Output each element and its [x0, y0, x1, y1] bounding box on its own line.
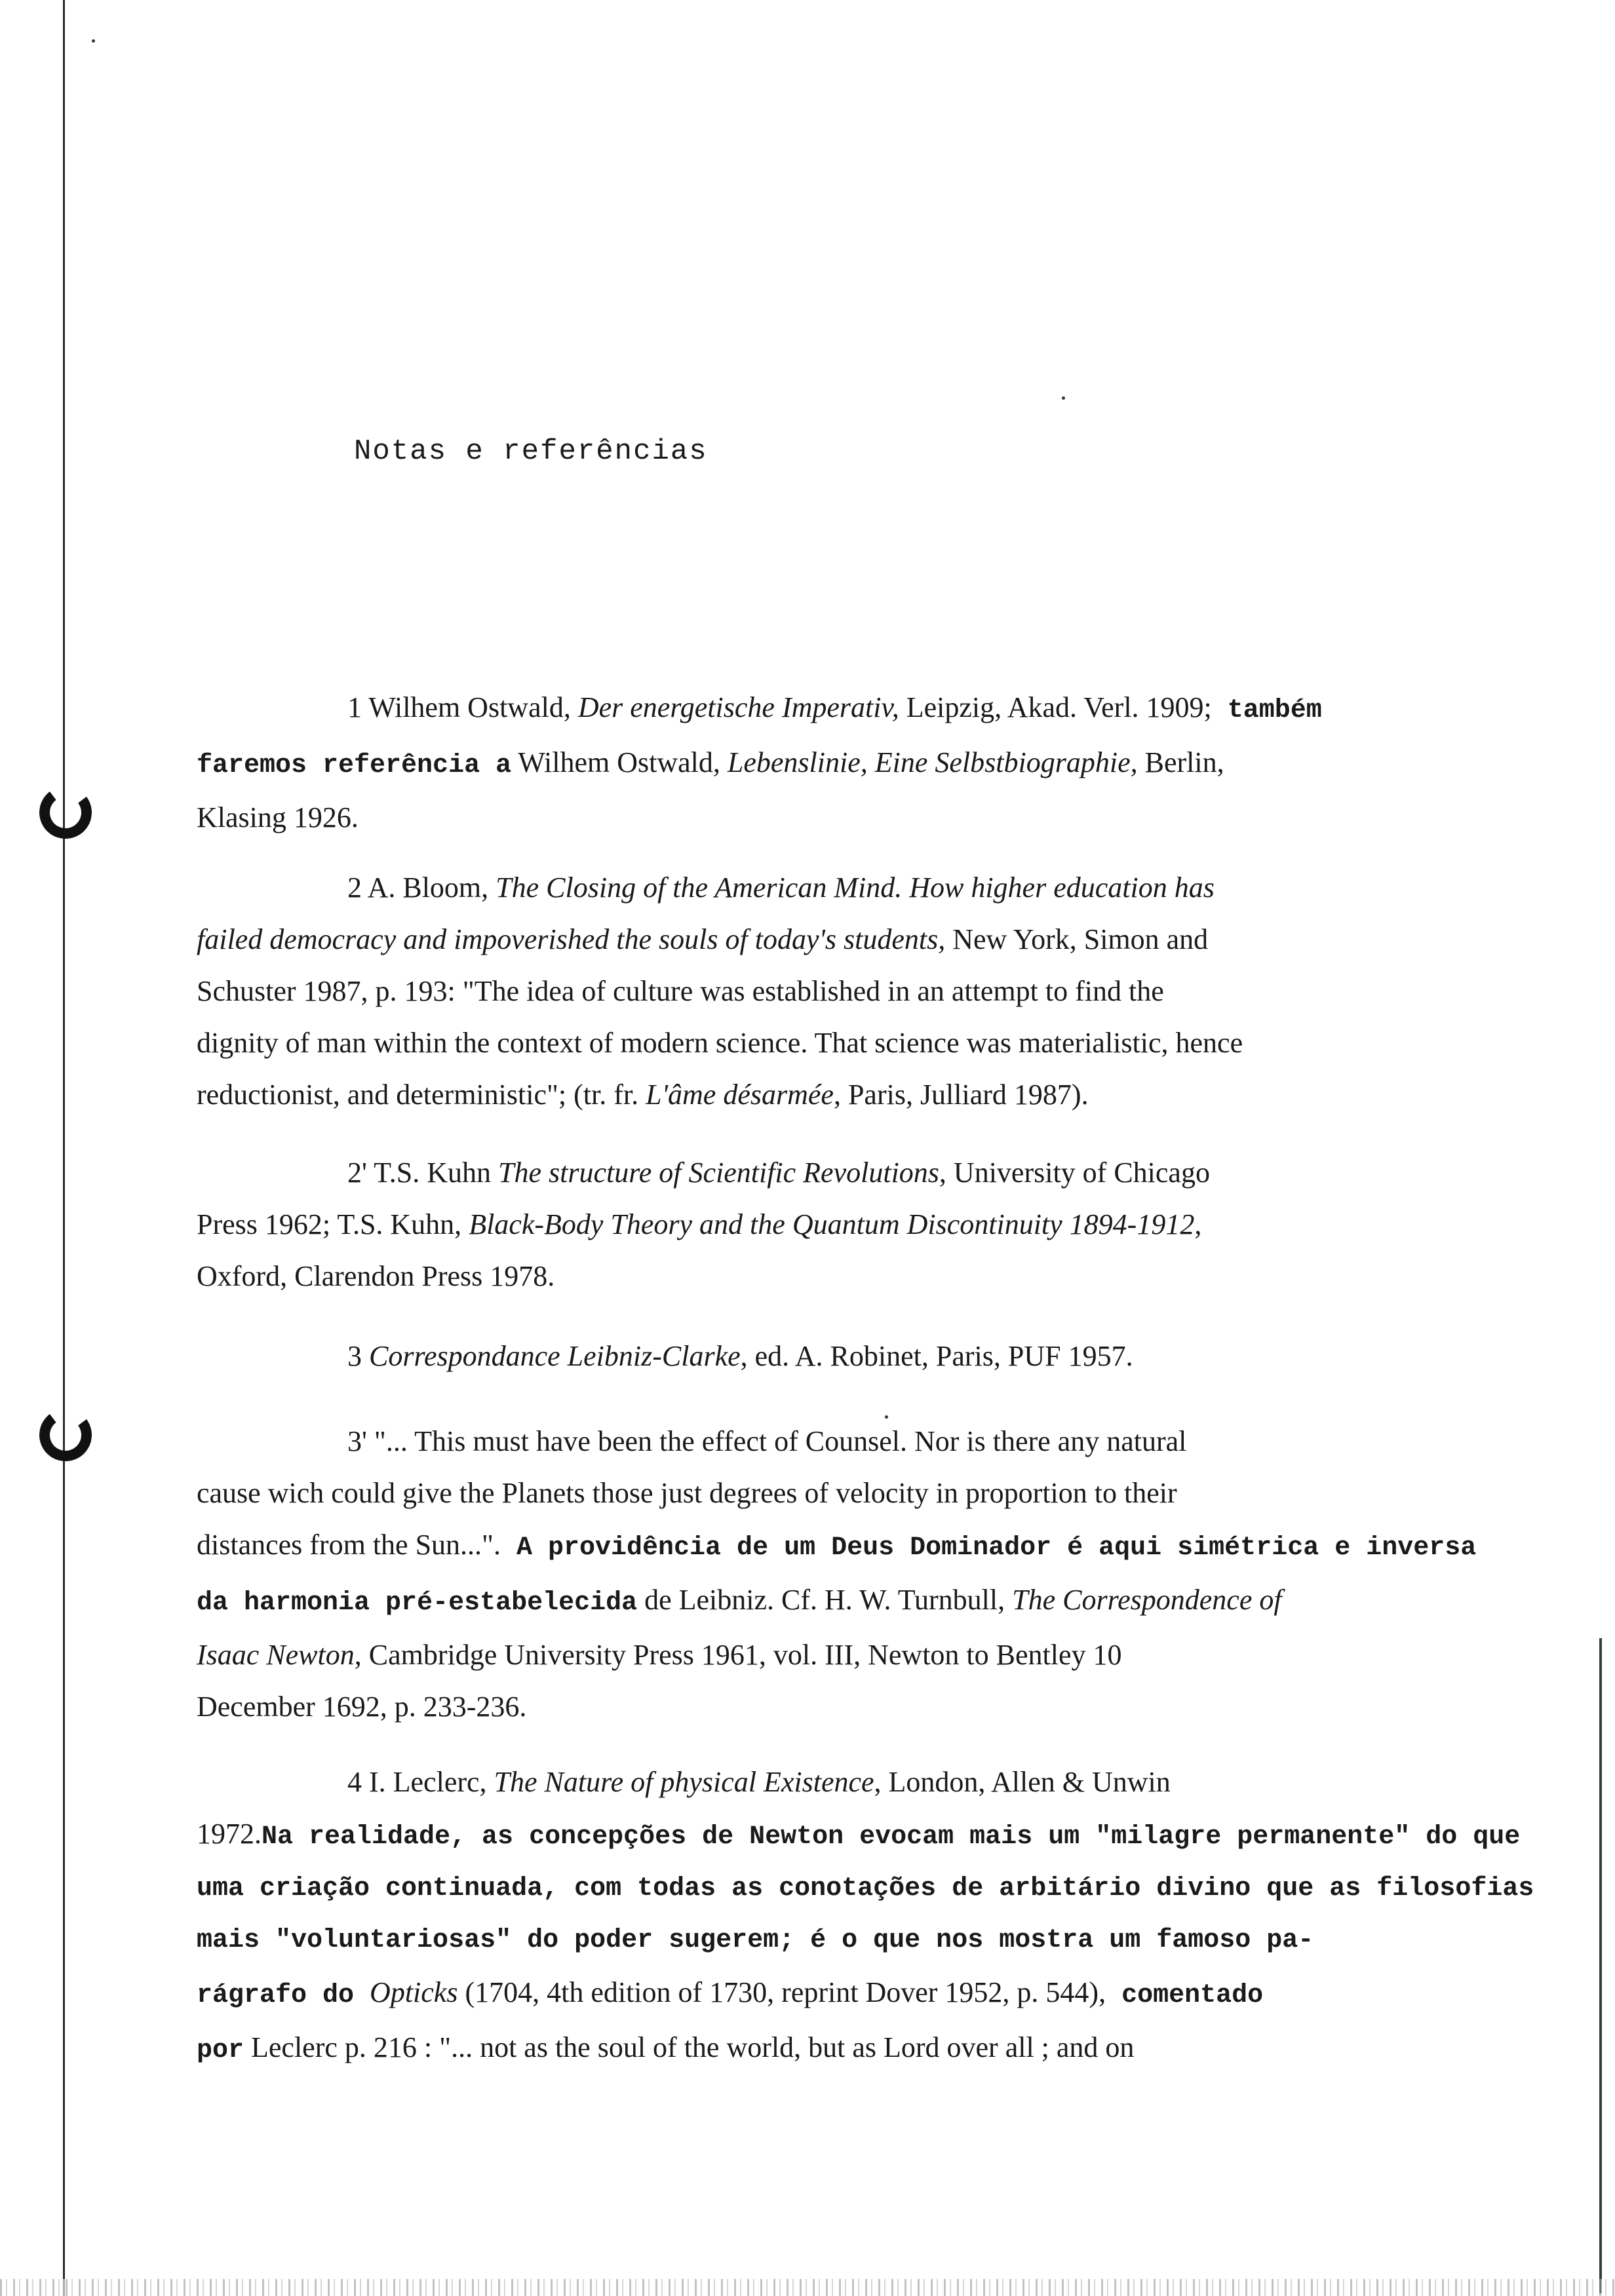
- scan-bottom-edge: [0, 2279, 1615, 2296]
- page-left-edge: [63, 0, 65, 2296]
- scan-speck: [92, 39, 95, 43]
- punch-hole-bottom: [36, 1406, 95, 1464]
- note-2: 2 A. Bloom, The Closing of the American Mind. How higher education has failed democracy and impoverished the souls of today's students, New York, Simon and Schuster 1987, p. 193: "The idea of culture was established in an attempt to find the dignity of man within the context of modern science. That science was materialistic, hence reductionist, and deterministic"; (tr. fr. L'âme désarmée, Paris, Julliard 1987).: [197, 871, 1243, 1111]
- scan-speck: [1062, 396, 1065, 400]
- page-heading: Notas e referências: [354, 435, 708, 468]
- note-2-prime: 2' T.S. Kuhn The structure of Scientific Revolutions, University of Chicago Press 1962; T.S. Kuhn, Black-Body Theory and the Quantum Discontinuity 1894-1912, Oxford, Clarendon Press 1978.: [197, 1157, 1210, 1292]
- note-4: 4 I. Leclerc, The Nature of physical Existence, London, Allen & Unwin 1972.Na realidade, as concepções de Newton evocam mais um "milagre permanente" do que uma criação continuada, com todas as conotações de arbitário divino que as filosofias mais "voluntariosas" do poder sugerem; é o que nos mostra um famoso pa- rágrafo do Opticks (1704, 4th edition of 1730, reprint Dover 1952, p. 544), comentado por Leclerc p. 216 : "... not as the soul of the world, but as Lord over all ; and on: [197, 1766, 1534, 2065]
- note-1: 1 Wilhem Ostwald, Der energetische Imperativ, Leipzig, Akad. Verl. 1909; também faremos referência a Wilhem Ostwald, Lebenslinie, Eine Selbstbiographie, Berlin, Klasing 1926.: [197, 691, 1322, 833]
- note-3: 3 Correspondance Leibniz-Clarke, ed. A. Robinet, Paris, PUF 1957.: [347, 1340, 1133, 1372]
- punch-hole-top: [36, 783, 95, 842]
- note-3-prime: 3' "... This must have been the effect of Counsel. Nor is there any natural cause wich could give the Planets those just degrees of velocity in proportion to their distances from the Sun...". A providência de um Deus Dominador é aqui simétrica e inversa da harmonia pré-estabelecida de Leibniz. Cf. H. W. Turnbull, The Correspondence of Isaac Newton, Cambridge University Press 1961, vol. III, Newton to Bentley 10 December 1692, p. 233-236.: [197, 1425, 1477, 1723]
- page-right-edge: [1599, 1638, 1602, 2293]
